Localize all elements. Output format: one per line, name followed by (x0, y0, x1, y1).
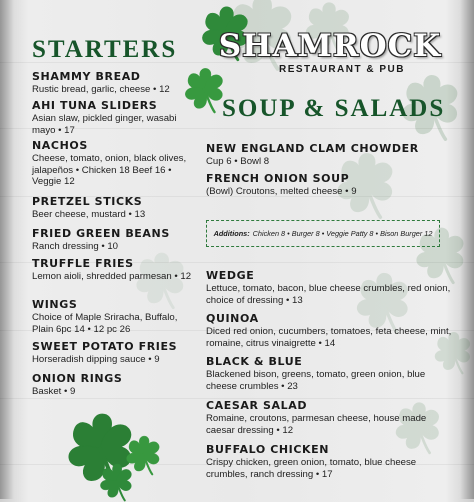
soup-salads-heading: SOUP & SALADS (222, 95, 446, 122)
menu-item-description: Romaine, croutons, parmesan cheese, house made caesar dressing • 12 (206, 413, 427, 436)
menu-item-description: Lettuce, tomato, bacon, blue cheese crumbles, red onion, choice of dressing • 13 (206, 283, 451, 306)
menu-item-description: Rustic bread, garlic, cheese • 12 (32, 84, 170, 95)
menu-item-name: ONION RINGS (32, 372, 123, 385)
menu-item-description: Diced red onion, cucumbers, tomatoes, feta cheese, mint, romaine, citrus vinaigrette • 14 (206, 326, 452, 349)
menu-item-description: Crispy chicken, green onion, tomato, blue cheese crumbles, ranch dressing • 17 (206, 457, 417, 480)
menu-item-name: SHAMMY BREAD (32, 70, 141, 83)
menu-item (32, 257, 197, 298)
menu-item-name: WINGS (32, 298, 78, 311)
menu-item-name: NACHOS (32, 139, 88, 152)
menu-item-name: BLACK & BLUE (206, 355, 303, 368)
menu-item-name: BUFFALO CHICKEN (206, 443, 330, 456)
menu-item-name: AHI TUNA SLIDERS (32, 99, 158, 112)
menu-item (32, 195, 197, 227)
menu-item-name: PRETZEL STICKS (32, 195, 143, 208)
menu-item (206, 172, 456, 202)
shamrock-icon (96, 462, 136, 502)
menu-item-description: Blackened bison, greens, tomato, green onion, blue cheese crumbles • 23 (206, 369, 426, 392)
restaurant-logo-name: SHAMROCK (218, 28, 442, 64)
menu-item (206, 312, 456, 355)
menu-item-description: Cheese, tomato, onion, black olives, jalapeños • Chicken 18 Beef 16 • Veggie 12 (32, 153, 187, 187)
menu-item-name: WEDGE (206, 269, 255, 282)
menu-item (206, 399, 456, 443)
menu-item (32, 70, 197, 99)
left-edge-shadow (0, 0, 14, 499)
menu-item (206, 269, 456, 312)
menu-item-name: FRENCH ONION SOUP (206, 172, 350, 185)
menu-item-name: NEW ENGLAND CLAM CHOWDER (206, 142, 419, 155)
additions-text: Chicken 8 • Burger 8 • Veggie Patty 8 • Bison Burger 12 (252, 229, 433, 238)
starters-list (32, 70, 197, 402)
menu-item-name: FRIED GREEN BEANS (32, 227, 170, 240)
menu-item (206, 443, 456, 487)
menu-item-name: CAESAR SALAD (206, 399, 308, 412)
menu-item-description: Choice of Maple Sriracha, Buffalo, Plain 6pc 14 • 12 pc 26 (32, 312, 178, 335)
menu-item-name: SWEET POTATO FRIES (32, 340, 178, 353)
soups-list (206, 142, 456, 202)
salads-list (206, 269, 456, 487)
menu-item-name: QUINOA (206, 312, 259, 325)
menu-item-description: Basket • 9 (32, 386, 76, 397)
menu-item-description: Horseradish dipping sauce • 9 (32, 354, 160, 365)
menu-item (32, 99, 197, 139)
menu-item-description: (Bowl) Croutons, melted cheese • 9 (206, 186, 357, 197)
starters-heading: STARTERS (32, 36, 178, 63)
menu-item-description: Cup 6 • Bowl 8 (206, 156, 270, 167)
menu-item (32, 372, 197, 402)
menu-item (32, 340, 197, 372)
menu-item (32, 227, 197, 257)
menu-item (32, 139, 197, 195)
restaurant-logo-subtitle: RESTAURANT & PUB (278, 64, 406, 75)
menu-item-name: TRUFFLE FRIES (32, 257, 134, 270)
additions-label: Additions: (213, 229, 250, 238)
menu-item (32, 298, 197, 340)
menu-item (206, 355, 456, 399)
menu-item-description: Lemon aioli, shredded parmesan • 12 (32, 271, 192, 282)
additions-box (206, 220, 440, 247)
menu-item-description: Beer cheese, mustard • 13 (32, 209, 146, 220)
menu-item-description: Asian slaw, pickled ginger, wasabi mayo • 17 (32, 113, 177, 136)
menu-item-description: Ranch dressing • 10 (32, 241, 119, 252)
menu-item (206, 142, 456, 172)
